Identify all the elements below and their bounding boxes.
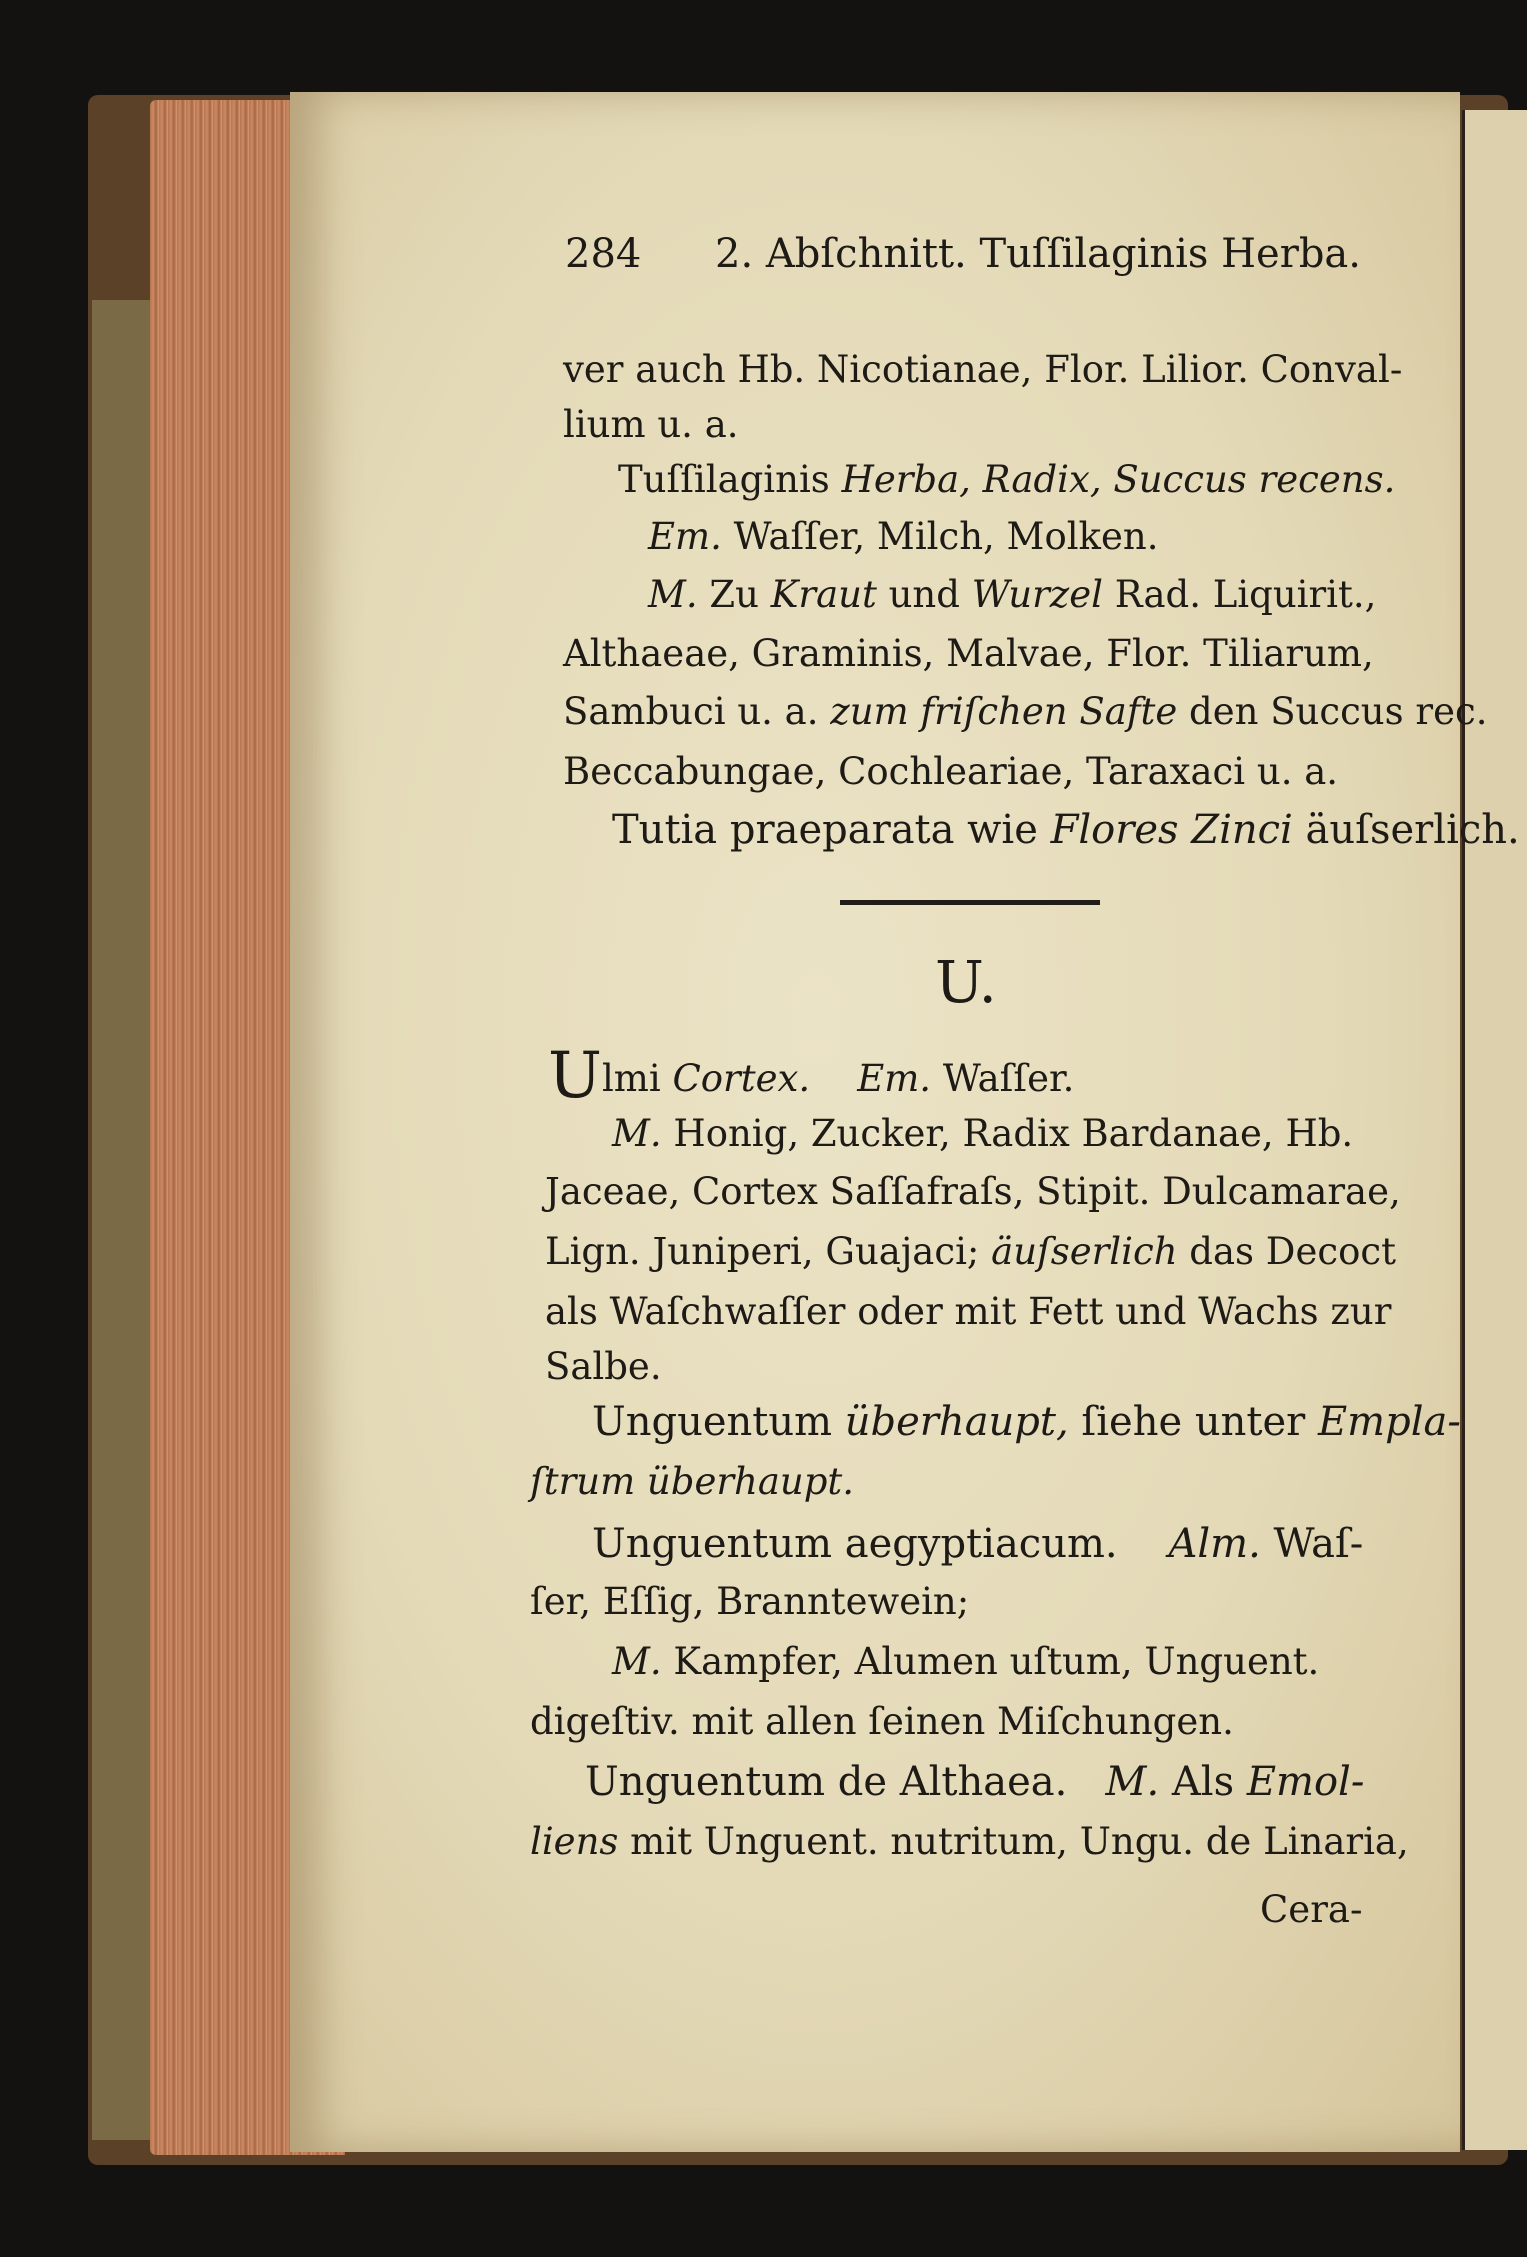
entry-term: Unguentum [592,1399,833,1445]
drop-initial: U [548,1039,602,1113]
running-title: 2. Abſchnitt. Tuſſilaginis Herba. [715,231,1361,277]
abbrev: Alm. [1168,1521,1261,1567]
italic-text: Herba, Radix, Succus recens. [841,458,1396,501]
text-run: ſiehe unter [1081,1399,1306,1445]
text-run: Waſſer. [942,1057,1075,1100]
text-run: Kampfer, Alumen uſtum, Unguent. [673,1640,1320,1683]
text-run: Waſſer, Milch, Molken. [733,515,1159,558]
text-line: ver auch Hb. Nicotianae, Flor. Lilior. Conval- [563,348,1403,391]
text-line: digeſtiv. mit allen ſeinen Miſchungen. [530,1700,1234,1743]
text-line [563,690,1487,734]
catchword: Cera- [1260,1888,1363,1931]
section-divider [840,900,1100,905]
text-line: Jaceae, Cortex Saſſafraſs, Stipit. Dulcamarae, [545,1170,1401,1213]
text-run: Als [1171,1759,1235,1805]
text-line: als Waſchwaſſer oder mit Fett und Wachs zur [545,1290,1392,1333]
text-run: Sambuci u. a. [563,690,819,733]
text-run: Zu [709,573,759,616]
text-run: Rad. Liquirit., [1114,573,1377,616]
abbrev: M. [648,573,698,616]
text-run: den Succus rec. [1189,690,1488,733]
abbrev: M. [612,1112,662,1155]
italic-text: liens [530,1820,619,1863]
text-line [530,1820,1409,1864]
text-line: ſer, Eſſig, Branntewein; [530,1580,970,1623]
italic-text: Cortex. [672,1057,811,1100]
abbrev: Em. [648,515,722,558]
italic-text: Empla- [1317,1399,1461,1445]
text-line [618,458,1395,502]
text-line [530,1460,854,1504]
italic-text: Flores Zinci [1050,807,1293,853]
text-line: Salbe. [545,1345,662,1388]
italic-text: Kraut [770,573,877,616]
text-line [612,1112,1353,1156]
text-line: Althaeae, Graminis, Malvae, Flor. Tiliarum, [563,632,1374,675]
text-run: Lign. Juniperi, Guajaci; [545,1230,980,1273]
italic-text: ſtrum überhaupt. [530,1460,855,1503]
section-letter: U. [935,948,997,1016]
text-line [592,1400,1461,1444]
text-run: und [888,573,960,616]
italic-text: Emol- [1246,1759,1365,1805]
text-run: Honig, Zucker, Radix Bardanae, Hb. [673,1112,1354,1155]
italic-text: äuſserlich [991,1230,1178,1273]
text-line [612,1640,1319,1684]
italic-text: überhaupt, [844,1399,1069,1445]
text-line: Beccabungae, Cochleariae, Taraxaci u. a. [563,750,1339,793]
text-line [545,1230,1396,1274]
entry-term: Tutia praeparata wie [612,807,1038,853]
abbrev: M. [612,1640,662,1683]
entry-term: Unguentum de Althaea. [585,1759,1068,1805]
text-line: lium u. a. [563,403,739,446]
entry-term: Tuſſilaginis [618,458,830,501]
abbrev: Em. [857,1057,932,1100]
page-number: 284 [565,231,642,277]
binding-strip [92,300,150,2140]
text-line [592,1522,1363,1566]
facing-page-edge [1462,110,1527,2150]
text-line [585,1760,1364,1804]
text-line [648,515,1158,559]
text-run: das Decoct [1189,1230,1396,1273]
text-line [612,808,1520,852]
text-line [548,1039,1075,1113]
entry-term: lmi [601,1057,661,1100]
text-run: Waſ- [1273,1521,1364,1567]
entry-term: Unguentum aegyptiacum. [592,1521,1118,1567]
text-run: äuſserlich. [1305,807,1520,853]
text-line [648,573,1376,617]
text-run: mit Unguent. nutritum, Ungu. de Linaria, [630,1820,1409,1863]
italic-text: Wurzel [971,573,1103,616]
abbrev: M. [1105,1759,1160,1805]
italic-text: zum friſchen Safte [830,690,1178,733]
